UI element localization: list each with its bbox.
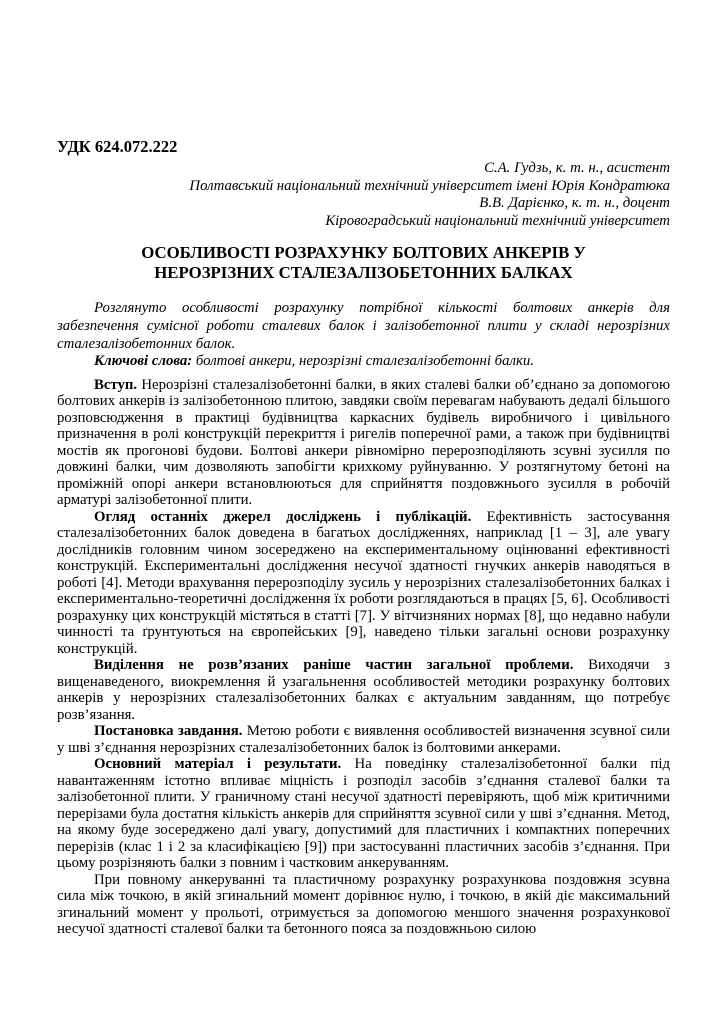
section-heading: Вступ. [94, 376, 138, 393]
paragraph-review [57, 509, 670, 658]
section-heading: Огляд останніх джерел досліджень і публікацій. [94, 508, 472, 525]
section-text: Метою роботи є виявлення особливостей визначення зсувної сили у шві з’єднання нерозрізних сталезалізобетонних балок із болтовими анкерами. [57, 723, 671, 756]
keywords [57, 353, 670, 371]
author-line: С.А. Гудзь, к. т. н., асистент [484, 160, 670, 176]
section-heading: Виділення не розв’язаних раніше частин загальної проблеми. [94, 657, 574, 674]
abstract: Розглянуто особливості розрахунку потрібної кількості болтових анкерів для забезпечення сумісної роботи сталевих балок і залізобетонної плити у складі нерозрізних сталезалізобетонних балок. [57, 300, 670, 352]
paragraph-main-results [57, 756, 670, 872]
udc-code: УДК 624.072.222 [57, 137, 178, 156]
paper-title [57, 243, 670, 283]
paper-title-line: НЕРОЗРІЗНИХ СТАЛЕЗАЛІЗОБЕТОННИХ БАЛКАХ [154, 263, 573, 283]
paragraph-problem [57, 657, 670, 723]
author-affiliation: Полтавський національний технічний університет імені Юрія Кондратюка [189, 177, 670, 194]
document-page [57, 137, 670, 938]
paragraph-task [57, 723, 670, 756]
keywords-text: болтові анкери, нерозрізні сталезалізобетонні балки. [195, 353, 534, 370]
section-text: Ефективність застосування сталезалізобетонних балок доведена в багатьох дослідженнях, наприклад [1 – 3], але увагу дослідників головним чином зосереджено на експериментальному оцінюванні ефективності конструкцій. Експериментальні дослідження несучої здатності гнучких анкерів наводяться в роботі [4]. Методи врахування перерозподілу зусиль у нерозрізних сталезалізобетонних балках і експериментально-теоретичні дослідження їх роботи розглядаються в працях [5, 6]. Особливості розрахунку цих конструкцій містяться в статті [7]. У вітчизняних нормах [8], що недавно набули чинності та ґрунтуються на європейських [9], наведено тільки загальні основи розрахунку конструкцій. [57, 508, 670, 657]
paragraph-intro [57, 377, 670, 509]
paragraph-continuation [57, 872, 670, 938]
paper-title-line: ОСОБЛИВОСТІ РОЗРАХУНКУ БОЛТОВИХ АНКЕРІВ У [141, 243, 586, 263]
section-heading: Постановка завдання. [94, 723, 243, 740]
article-body [57, 377, 670, 938]
author-affiliation: Кіровоградський національний технічний університет [325, 212, 670, 229]
author-line: В.В. Дарієнко, к. т. н., доцент [479, 195, 670, 212]
section-heading: Основний матеріал і результати. [94, 756, 342, 773]
section-text: Нерозрізні сталезалізобетонні балки, в яких сталеві балки об’єднано за допомогою болтових анкерів із залізобетонною плитою, завдяки своїм перевагам набувають дедалі більшого розповсюдження в практиці будівництва каркасних будівель виробничого і цивільного призначення в ролі конструкцій перекриття і ригелів поперечної рами, а також при будівництві мостів як прогонові будови. Болтові анкери рівномірно перерозподіляють зсувні зусилля по довжині балки, чим дозволяють запобігти крихкому руйнуванню. У розтягнутому бетоні на проміжній опорі анкери встановлюються для сприйняття поздовжнього зусилля в робочій арматурі залізобетонної плити. [57, 376, 670, 509]
author-block [57, 160, 670, 230]
section-text: При повному анкеруванні та пластичному розрахунку розрахункова поздовжня зсувна сила між точкою, в якій згинальний момент дорівнює нулю, і точкою, в якій діє максимальний згинальний момент у прольоті, отримується за допомогою меншого значення розрахункової несучої здатності сталевої балки та бетонного пояса за поздовжньою силою [57, 871, 670, 938]
section-text: На поведінку сталезалізобетонної балки під навантаженням істотно впливає міцність і розподіл засобів з’єднання сталевої балки та залізобетонної плити. У граничному стані несучої здатності перевіряють, щоб між критичними перерізами була достатня кількість анкерів для сприйняття зсувної сили у шві з’єднання. Метод, на якому буде зосереджено далі увагу, допустимий для пластичних і компактних поперечних перерізів (клас 1 і 2 за класифікацією [9]) при застосуванні пластичних засобів з’єднання. При цьому розрізняють балки з повним і частковим анкеруванням. [57, 756, 670, 872]
section-text: Виходячи з вищенаведеного, виокремлення й узагальнення особливостей методики розрахунку болтових анкерів у нерозрізних сталезалізобетонних балках є актуальним завданням, що потребує розв’язання. [57, 657, 670, 723]
keywords-label: Ключові слова: [94, 353, 193, 370]
